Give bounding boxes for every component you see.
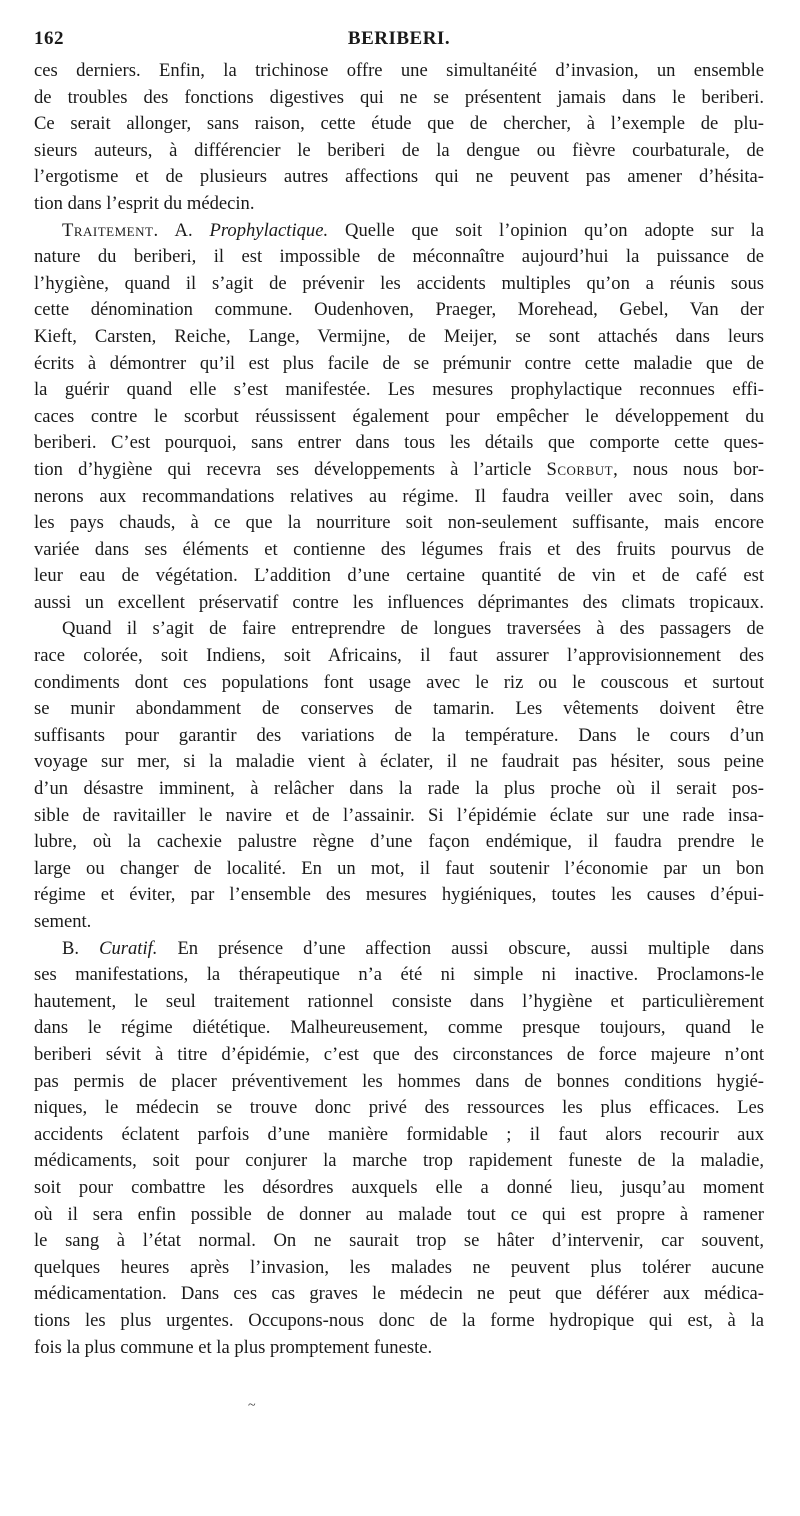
subsection-title-curatif: Curatif.: [99, 937, 158, 959]
page-number: 162: [34, 28, 64, 49]
printer-mark: ~: [248, 1398, 256, 1413]
text-line: aussi un excellent préservatif contre les influences déprimantes des climats tropicaux.: [34, 591, 764, 613]
running-header: [34, 28, 764, 58]
text-line: le sang à l’état normal. On ne saurait trop se hâter d’intervenir, car souvent,: [34, 1230, 764, 1252]
text-line: suffisants pour garantir des variations de la température. Dans le cours d’un: [34, 724, 764, 746]
text-line: l’ergotisme et de plusieurs autres affections qui ne peuvent pas amener d’hésita-: [34, 166, 764, 188]
text-line: d’un désastre imminent, à relâcher dans la rade la plus proche où il serait pos-: [34, 778, 764, 800]
text-line: la guérir quand elle s’est manifestée. Les mesures prophylactique reconnues effi-: [34, 379, 764, 401]
paragraph-voyage-measures: [34, 616, 764, 935]
text-line: tion dans l’esprit du médecin.: [34, 192, 255, 214]
subsection-letter: A.: [174, 219, 193, 241]
cross-reference-scorbut: Scorbut: [546, 458, 614, 480]
text-line: écrits à démontrer qu’il est plus facile de se prémunir contre cette maladie que de: [34, 352, 764, 374]
text-line: pas permis de placer préventivement les hommes dans de bonnes conditions hygié-: [34, 1070, 764, 1092]
text-line: voyage sur mer, si la maladie vient à éclater, il ne faudrait pas hésiter, sous peine: [34, 751, 764, 773]
text-line: sible de ravitailler le navire et de l’assainir. Si l’épidémie éclate sur une rade insa-: [34, 804, 764, 826]
text-line: beriberi. C’est pourquoi, sans entrer dans tous les détails que comporte cette ques-: [34, 432, 764, 454]
text-line: tions les plus urgentes. Occupons-nous donc de la forme hydropique qui est, à la: [34, 1309, 764, 1331]
text-line: médicaments, soit pour conjurer la marche trop rapidement funeste de la maladie,: [34, 1150, 764, 1172]
text-line: lubre, où la cachexie palustre règne d’une façon endémique, il faudra prendre le: [34, 831, 764, 853]
text-line: nerons aux recommandations relatives au régime. Il faudra veiller avec soin, dans: [34, 485, 764, 507]
text-line: leur eau de végétation. L’addition d’une certaine quantité de vin et de café est: [34, 565, 764, 587]
text-line: de troubles des fonctions digestives qui ne se présentent jamais dans le beriberi.: [34, 86, 764, 108]
text-line: quelques heures après l’invasion, les malades ne peuvent plus tolérer aucune: [34, 1256, 764, 1278]
text-line: B. Curatif. En présence d’une affection aussi obscure, aussi multiple dans: [62, 937, 764, 959]
text-line: Ce serait allonger, sans raison, cette étude que de chercher, à l’exemple de plu-: [34, 113, 764, 135]
text-line: ces derniers. Enfin, la trichinose offre une simultanéité d’invasion, un ensemble: [34, 60, 764, 81]
text-line: hautement, le seul traitement rationnel consiste dans l’hygiène et particulièrement: [34, 990, 764, 1012]
text-line: nature du beriberi, il est impossible de méconnaître aujourd’hui la puissance de: [34, 246, 764, 268]
text-line: beriberi sévit à titre d’épidémie, c’est que des circonstances de force majeure n’ont: [34, 1043, 764, 1065]
text-line: médicamentation. Dans ces cas graves le médecin ne peut que déférer aux médica-: [34, 1283, 764, 1305]
text-line: dans le régime diététique. Malheureusement, comme presque toujours, quand le: [34, 1017, 764, 1039]
text-line: race colorée, soit Indiens, soit Africains, il faut assurer l’approvisionnement des: [34, 645, 764, 667]
subsection-letter: B.: [62, 937, 80, 959]
subsection-title-prophylactique: Prophylactique.: [209, 219, 329, 241]
text-line: les pays chauds, à ce que la nourriture soit non-seulement suffisante, mais encore: [34, 512, 764, 534]
paragraph-curative-treatment: [34, 936, 764, 1362]
text-line: ses manifestations, la thérapeutique n’a été ni simple ni inactive. Proclamons-le: [34, 964, 764, 986]
text-line: niques, le médecin se trouve donc privé des ressources les plus efficaces. Les: [34, 1097, 764, 1119]
book-page: [34, 28, 764, 1361]
text-line: Kieft, Carsten, Reiche, Lange, Vermijne, de Meijer, se sont attachés dans leurs: [34, 325, 764, 347]
text-line: accidents éclatent parfois d’une manière formidable ; il faut alors recourir aux: [34, 1123, 764, 1145]
text-line: soit pour combattre les désordres auxquels elle a donné lieu, jusqu’au moment: [34, 1176, 764, 1198]
text-line: sieurs auteurs, à différencier le beriberi de la dengue ou fièvre courbaturale, de: [34, 139, 764, 161]
text-line: régime et éviter, par l’ensemble des mesures hygiéniques, toutes les causes d’épui-: [34, 884, 764, 906]
paragraph-differential-diagnosis: [34, 58, 764, 218]
text-line: Traitement. A. Prophylactique. Quelle que soit l’opinion qu’on adopte sur la: [62, 219, 764, 241]
text-line: caces contre le scorbut réussissent également pour empêcher le développement du: [34, 405, 764, 427]
text-line: Quand il s’agit de faire entreprendre de longues traversées à des passagers de: [62, 618, 764, 640]
text-line: variée dans ses éléments et contienne des légumes frais et des fruits pourvus de: [34, 538, 764, 560]
text-line: l’hygiène, quand il s’agit de prévenir les accidents multiples qu’on a réunis sous: [34, 272, 764, 294]
text-line: cette dénomination commune. Oudenhoven, Praeger, Morehead, Gebel, Van der: [34, 299, 764, 321]
text-line: fois la plus commune et la plus promptement funeste.: [34, 1336, 433, 1358]
paragraph-prophylactic-treatment: [34, 218, 764, 617]
text-line: sement.: [34, 911, 92, 932]
running-title: BERIBERI.: [347, 28, 451, 49]
text-line: large ou changer de localité. En un mot, il faut soutenir l’économie par un bon: [34, 857, 764, 879]
section-heading-traitement: Traitement.: [62, 219, 159, 241]
text-line: condiments dont ces populations font usage avec le riz ou le couscous et surtout: [34, 671, 764, 693]
text-line: tion d’hygiène qui recevra ses développements à l’article Scorbut, nous nous bor-: [34, 458, 765, 480]
text-line: où il sera enfin possible de donner au malade tout ce qui est propre à ramener: [34, 1203, 764, 1225]
text-line: se munir abondamment de conserves de tamarin. Les vêtements doivent être: [34, 698, 764, 720]
